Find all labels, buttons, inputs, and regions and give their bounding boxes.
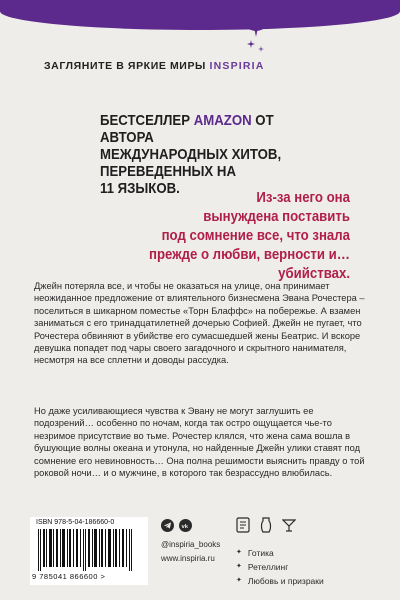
bestseller-line-1-b: ОТ АВТОРА [100,112,274,146]
tagline [139,188,350,283]
description-paragraph-1: Джейн потеряла все, и чтобы не оказаться на улице, она принимает неожиданное предложение от влиятельного бизнесмена Эвана Рочестера – поселиться в шикарном поместье «Торн Блаффс» на побережье. А взамен заниматься с его тринадцатилетней дочерью Софией. Джейн не пугает, что Рочестера обвиняют в убийстве его сумасшедшей жены Беатрис. И вскоре девушка попадет под чары своего загадочного и скрытного нанимателя, несмотря на все сплетни и доводы рассудка. [34,281,365,366]
top-purple-band [0,0,400,30]
cocktail-icon [282,517,296,533]
series-brand: INSPIRIA [209,60,265,72]
series-prefix: ЗАГЛЯНИТЕ В ЯРКИЕ МИРЫ [44,60,206,72]
bestseller-line-1 [100,112,329,146]
website-row [161,554,215,563]
sparkles-icon [246,20,266,60]
genre-item [236,574,324,588]
genre-item [236,560,324,574]
genre-list [236,546,324,588]
barcode-digits: 9 785041 866600 > [32,572,106,581]
website-link[interactable]: www.inspiria.ru [161,554,215,563]
sparkle-bullet-icon: ✦ [236,577,242,584]
tagline-line-1: Из-за него она [256,189,350,206]
genre-label: Готика [247,548,274,558]
genre-label: Любовь и призраки [247,576,324,586]
isbn-label: ISBN 978-5-04-186660-0 [36,519,115,526]
social-icons [161,519,192,532]
book-icon [236,517,250,533]
vk-icon[interactable] [179,519,192,532]
genre-item [236,546,324,560]
social-handle[interactable]: @inspiria_books [161,540,221,549]
genre-icons [236,517,296,533]
bestseller-blurb [100,112,329,197]
sparkle-bullet-icon: ✦ [236,549,242,556]
bestseller-line-3: ПЕРЕВЕДЕННЫХ НА [100,163,236,180]
vase-icon [260,517,272,533]
bestseller-line-4: 11 ЯЗЫКОВ. [100,180,180,197]
svg-text:vk: vk [181,523,188,530]
tagline-line-3: под сомнение все, что знала [161,227,350,244]
barcode [30,517,148,585]
bestseller-line-2: МЕЖДУНАРОДНЫХ ХИТОВ, [100,146,282,163]
genre-label: Ретеллинг [247,562,289,572]
social-handle-row [161,540,220,549]
bestseller-line-1-a: БЕСТСЕЛЛЕР [100,112,194,129]
description-paragraph-2: Но даже усиливающиеся чувства к Эвану не могут заглушить ее подозрений… особенно по ночам, когда так остро ощущается чье-то незримое присутствие во тьме. Рочестер клялся, что жена сама вошла в бушующие волны океана и утонула, но найденные Джейн улики ставят под сомнение его невиновность… Она полна решимости выяснить правду о той роковой ночи… и о мужчине, в которого так безрассудно влюбилась. [34,406,365,479]
tagline-line-4: прежде о любви, верности и… убийствах. [149,246,350,282]
series-heading [44,60,265,72]
sparkle-bullet-icon: ✦ [236,563,242,570]
telegram-icon[interactable] [161,519,174,532]
bestseller-amazon: AMAZON [193,112,252,129]
tagline-line-2: вынуждена поставить [203,208,350,225]
barcode-bars [36,529,142,571]
